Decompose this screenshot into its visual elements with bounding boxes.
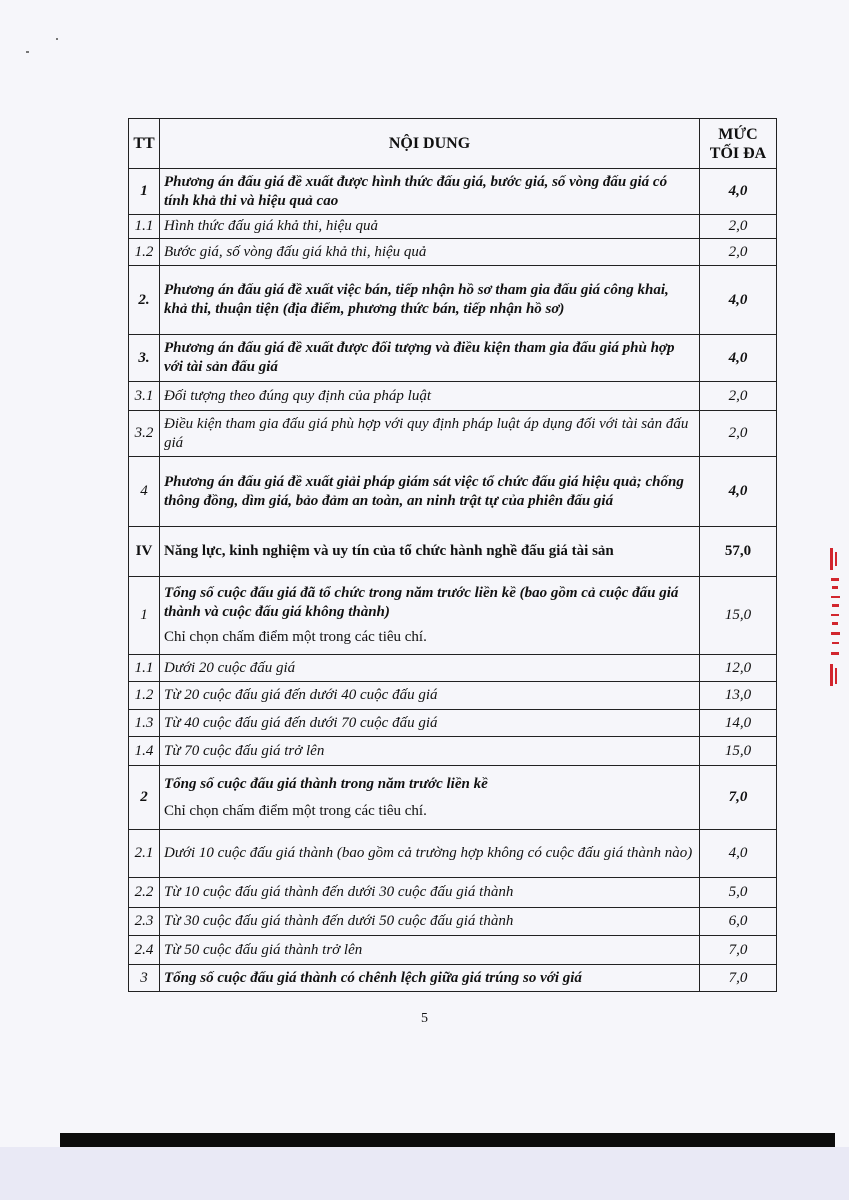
row-tt: 4 xyxy=(129,457,160,527)
scan-speck xyxy=(26,51,29,53)
row-content: Bước giá, số vòng đấu giá khả thi, hiệu quả xyxy=(160,239,700,266)
header-content: NỘI DUNG xyxy=(160,119,700,169)
row-content-title: Tổng số cuộc đấu giá đã tổ chức trong năm trước liền kề (bao gồm cả cuộc đấu giá thành và cuộc đấu giá không thành) xyxy=(164,585,679,620)
header-max-score xyxy=(700,119,777,169)
table-row xyxy=(129,527,777,577)
row-value: 2,0 xyxy=(700,215,777,239)
row-tt: 2.3 xyxy=(129,908,160,936)
header-tt: TT xyxy=(129,119,160,169)
table-row xyxy=(129,239,777,266)
row-content: Hình thức đấu giá khả thi, hiệu quả xyxy=(160,215,700,239)
row-value: 57,0 xyxy=(700,527,777,577)
table-row xyxy=(129,936,777,965)
row-tt: 2.4 xyxy=(129,936,160,965)
table-row xyxy=(129,457,777,527)
row-value: 4,0 xyxy=(700,335,777,382)
table-row xyxy=(129,215,777,239)
row-tt: IV xyxy=(129,527,160,577)
header-max-line2: TỐI ĐA xyxy=(709,144,767,162)
scoring-table xyxy=(128,118,777,992)
table-row xyxy=(129,737,777,766)
row-content xyxy=(160,577,700,655)
row-content: Từ 50 cuộc đấu giá thành trở lên xyxy=(160,936,700,965)
row-value: 7,0 xyxy=(700,965,777,992)
row-value: 7,0 xyxy=(700,766,777,830)
row-tt: 1.2 xyxy=(129,682,160,710)
row-content-note: Chỉ chọn chấm điểm một trong các tiêu chí. xyxy=(164,802,427,819)
row-value: 4,0 xyxy=(700,457,777,527)
row-tt: 1.2 xyxy=(129,239,160,266)
row-content: Dưới 10 cuộc đấu giá thành (bao gồm cả trường hợp không có cuộc đấu giá thành nào) xyxy=(160,830,700,878)
table-row xyxy=(129,335,777,382)
table-row xyxy=(129,382,777,411)
row-value: 2,0 xyxy=(700,239,777,266)
row-tt: 1 xyxy=(129,577,160,655)
row-content: Tổng số cuộc đấu giá thành có chênh lệch giữa giá trúng so với giá xyxy=(160,965,700,992)
row-content: Phương án đấu giá đề xuất được hình thức đấu giá, bước giá, số vòng đấu giá có tính khả thi và hiệu quả cao xyxy=(160,169,700,215)
table-row xyxy=(129,830,777,878)
table-row xyxy=(129,710,777,737)
row-content: Từ 70 cuộc đấu giá trở lên xyxy=(160,737,700,766)
table-row xyxy=(129,878,777,908)
table-row xyxy=(129,682,777,710)
table-row xyxy=(129,766,777,830)
red-stamp-mark xyxy=(828,548,844,708)
row-tt: 3.1 xyxy=(129,382,160,411)
row-value: 7,0 xyxy=(700,936,777,965)
table-row xyxy=(129,577,777,655)
table-row xyxy=(129,908,777,936)
row-content-note: Chỉ chọn chấm điểm một trong các tiêu chí. xyxy=(164,629,427,645)
row-content: Từ 20 cuộc đấu giá đến dưới 40 cuộc đấu giá xyxy=(160,682,700,710)
row-tt: 2. xyxy=(129,266,160,335)
row-value: 15,0 xyxy=(700,737,777,766)
row-content: Từ 40 cuộc đấu giá đến dưới 70 cuộc đấu giá xyxy=(160,710,700,737)
row-value: 5,0 xyxy=(700,878,777,908)
table-row xyxy=(129,965,777,992)
row-value: 6,0 xyxy=(700,908,777,936)
row-content: Phương án đấu giá đề xuất được đối tượng và điều kiện tham gia đấu giá phù hợp với tài sản đấu giá xyxy=(160,335,700,382)
scan-speck xyxy=(56,38,58,40)
scan-bottom-band xyxy=(0,1147,849,1200)
row-content: Đối tượng theo đúng quy định của pháp luật xyxy=(160,382,700,411)
row-content: Điều kiện tham gia đấu giá phù hợp với quy định pháp luật áp dụng đối với tài sản đấu giá xyxy=(160,411,700,457)
row-tt: 1.1 xyxy=(129,655,160,682)
row-value: 14,0 xyxy=(700,710,777,737)
table-row xyxy=(129,266,777,335)
row-tt: 3.2 xyxy=(129,411,160,457)
row-tt: 3 xyxy=(129,965,160,992)
row-tt: 1.4 xyxy=(129,737,160,766)
row-content: Từ 30 cuộc đấu giá thành đến dưới 50 cuộc đấu giá thành xyxy=(160,908,700,936)
row-value: 2,0 xyxy=(700,382,777,411)
table-row xyxy=(129,655,777,682)
row-tt: 2 xyxy=(129,766,160,830)
row-value: 15,0 xyxy=(700,577,777,655)
table-row xyxy=(129,411,777,457)
row-content: Phương án đấu giá đề xuất việc bán, tiếp nhận hồ sơ tham gia đấu giá công khai, khả thi, thuận tiện (địa điểm, phương thức bán, tiếp nhận hồ sơ) xyxy=(160,266,700,335)
row-content: Từ 10 cuộc đấu giá thành đến dưới 30 cuộc đấu giá thành xyxy=(160,878,700,908)
header-max-line1: MỨC xyxy=(718,125,758,143)
table-header-row xyxy=(129,119,777,169)
row-tt: 3. xyxy=(129,335,160,382)
table-row xyxy=(129,169,777,215)
row-value: 4,0 xyxy=(700,169,777,215)
row-content-title: Tổng số cuộc đấu giá thành trong năm trước liền kề xyxy=(164,775,488,792)
row-value: 4,0 xyxy=(700,830,777,878)
row-value: 4,0 xyxy=(700,266,777,335)
row-tt: 1.1 xyxy=(129,215,160,239)
row-value: 13,0 xyxy=(700,682,777,710)
page-number: 5 xyxy=(421,1011,428,1026)
row-content: Dưới 20 cuộc đấu giá xyxy=(160,655,700,682)
row-content xyxy=(160,766,700,830)
row-value: 12,0 xyxy=(700,655,777,682)
row-content: Năng lực, kinh nghiệm và uy tín của tổ chức hành nghề đấu giá tài sản xyxy=(160,527,700,577)
row-tt: 1.3 xyxy=(129,710,160,737)
row-tt: 2.2 xyxy=(129,878,160,908)
row-tt: 2.1 xyxy=(129,830,160,878)
row-value: 2,0 xyxy=(700,411,777,457)
scan-edge-bar xyxy=(60,1133,835,1147)
row-tt: 1 xyxy=(129,169,160,215)
row-content: Phương án đấu giá đề xuất giải pháp giám sát việc tổ chức đấu giá hiệu quả; chống thông đồng, dìm giá, bảo đảm an toàn, an ninh trật tự của phiên đấu giá xyxy=(160,457,700,527)
